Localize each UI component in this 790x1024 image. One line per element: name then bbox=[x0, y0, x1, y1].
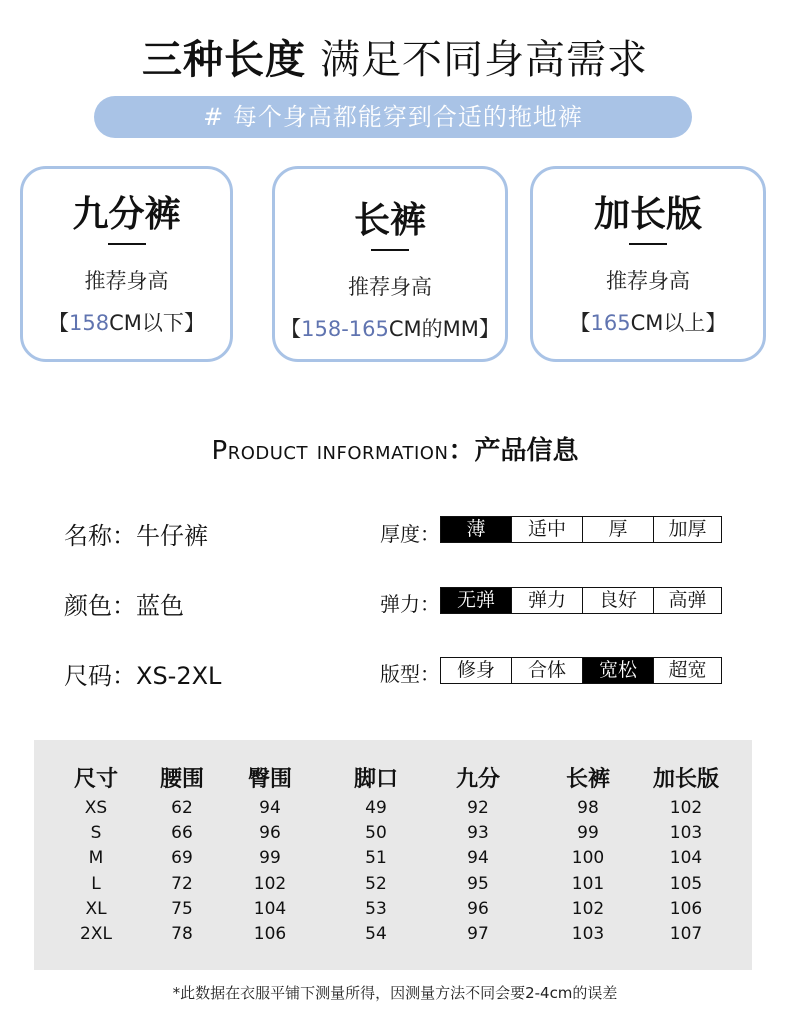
length-card-cropped bbox=[20, 166, 233, 362]
card-title: 加长版 bbox=[593, 194, 702, 235]
section-heading-cn: ：产品信息 bbox=[448, 436, 579, 466]
table-cell: 106 bbox=[669, 899, 703, 919]
section-heading-en: Product information bbox=[211, 436, 449, 466]
table-cell: 101 bbox=[571, 874, 605, 894]
table-cell: 78 bbox=[171, 924, 193, 944]
info-value: XS-2XL bbox=[136, 662, 222, 690]
table-row-size: XL bbox=[85, 899, 107, 919]
scale-option: 适中 bbox=[512, 517, 583, 542]
table-cell: 105 bbox=[669, 874, 703, 894]
table-cell: 72 bbox=[171, 874, 193, 894]
section-heading bbox=[0, 430, 790, 467]
scale-option: 弹力 bbox=[512, 588, 583, 613]
table-cell: 75 bbox=[171, 899, 193, 919]
scale-thickness bbox=[440, 516, 722, 543]
table-header: 腰围 bbox=[159, 767, 204, 792]
table-cell: 92 bbox=[467, 798, 489, 818]
table-cell: 94 bbox=[259, 798, 281, 818]
table-cell: 100 bbox=[571, 848, 605, 868]
scale-option-selected: 宽松 bbox=[583, 658, 654, 683]
table-row-size: M bbox=[88, 848, 104, 868]
card-height-range: 【165CM以上】 bbox=[569, 311, 727, 335]
table-cell: 103 bbox=[571, 924, 605, 944]
scale-label-elasticity: 弹力： bbox=[380, 592, 440, 616]
range-number: 165 bbox=[590, 311, 631, 335]
card-subtitle: 推荐身高 bbox=[606, 269, 690, 293]
scale-option: 加厚 bbox=[654, 517, 721, 542]
measurement-footnote: *此数据在衣服平铺下测量所得，因测量方法不同会要2-4cm的误差 bbox=[172, 984, 618, 1002]
scale-fit bbox=[440, 657, 722, 684]
table-cell: 66 bbox=[171, 823, 193, 843]
table-cell: 69 bbox=[171, 848, 193, 868]
table-cell: 95 bbox=[467, 874, 489, 894]
table-cell: 104 bbox=[669, 848, 703, 868]
table-cell: 96 bbox=[467, 899, 489, 919]
range-number: 158 bbox=[69, 311, 110, 335]
range-number: 158-165 bbox=[301, 317, 389, 341]
headline-part2: 满足不同身高需求 bbox=[320, 37, 648, 83]
table-cell: 102 bbox=[253, 874, 287, 894]
table-cell: 99 bbox=[259, 848, 281, 868]
info-name: 名称：牛仔裤 bbox=[64, 522, 208, 550]
scale-label-thickness: 厚度： bbox=[380, 522, 440, 546]
info-value: 牛仔裤 bbox=[136, 522, 208, 550]
table-cell: 62 bbox=[171, 798, 193, 818]
table-header: 九分 bbox=[455, 767, 500, 792]
table-header: 尺寸 bbox=[73, 767, 118, 792]
table-row-size: L bbox=[91, 874, 101, 894]
table-row-size: S bbox=[90, 823, 102, 843]
table-cell: 54 bbox=[365, 924, 387, 944]
table-cell: 97 bbox=[467, 924, 489, 944]
table-cell: 51 bbox=[365, 848, 387, 868]
table-row-size: XS bbox=[84, 798, 108, 818]
headline bbox=[0, 28, 790, 85]
card-divider bbox=[108, 243, 146, 245]
scale-option: 修身 bbox=[441, 658, 512, 683]
table-cell: 106 bbox=[253, 924, 287, 944]
table-row-size: 2XL bbox=[80, 924, 112, 944]
card-height-range: 【158CM以下】 bbox=[48, 311, 205, 335]
info-color: 颜色：蓝色 bbox=[64, 592, 184, 620]
card-title: 九分裤 bbox=[72, 194, 181, 235]
table-cell: 52 bbox=[365, 874, 387, 894]
table-header: 臀围 bbox=[247, 767, 292, 792]
scale-option-selected: 无弹 bbox=[441, 588, 512, 613]
table-cell: 102 bbox=[669, 798, 703, 818]
table-cell: 93 bbox=[467, 823, 489, 843]
scale-option: 超宽 bbox=[654, 658, 721, 683]
scale-option: 合体 bbox=[512, 658, 583, 683]
table-cell: 94 bbox=[467, 848, 489, 868]
table-header: 加长版 bbox=[652, 767, 719, 792]
card-subtitle: 推荐身高 bbox=[84, 269, 169, 293]
table-header: 脚口 bbox=[353, 767, 398, 792]
table-cell: 99 bbox=[577, 823, 599, 843]
headline-part1: 三种长度 bbox=[142, 37, 306, 83]
scale-option-selected: 薄 bbox=[441, 517, 512, 542]
card-height-range: 【158-165CM的MM】 bbox=[280, 317, 500, 341]
length-card-long bbox=[272, 166, 508, 362]
scale-option: 厚 bbox=[583, 517, 654, 542]
subtitle-pill: # 每个身高都能穿到合适的拖地裤 bbox=[94, 96, 692, 138]
info-value: 蓝色 bbox=[136, 592, 184, 620]
table-cell: 107 bbox=[669, 924, 703, 944]
length-card-extended bbox=[530, 166, 766, 362]
card-divider bbox=[371, 249, 409, 251]
table-cell: 53 bbox=[365, 899, 387, 919]
table-cell: 104 bbox=[253, 899, 287, 919]
scale-elasticity bbox=[440, 587, 722, 614]
card-divider bbox=[629, 243, 667, 245]
table-cell: 102 bbox=[571, 899, 605, 919]
table-cell: 103 bbox=[669, 823, 703, 843]
card-subtitle: 推荐身高 bbox=[348, 275, 432, 299]
scale-option: 高弹 bbox=[654, 588, 721, 613]
scale-option: 良好 bbox=[583, 588, 654, 613]
card-title: 长裤 bbox=[353, 200, 426, 241]
table-header: 长裤 bbox=[565, 767, 610, 792]
table-cell: 96 bbox=[259, 823, 281, 843]
table-cell: 98 bbox=[577, 798, 599, 818]
scale-label-fit: 版型： bbox=[380, 662, 440, 686]
table-cell: 49 bbox=[365, 798, 387, 818]
table-cell: 50 bbox=[365, 823, 387, 843]
info-size: 尺码：XS-2XL bbox=[64, 662, 222, 690]
